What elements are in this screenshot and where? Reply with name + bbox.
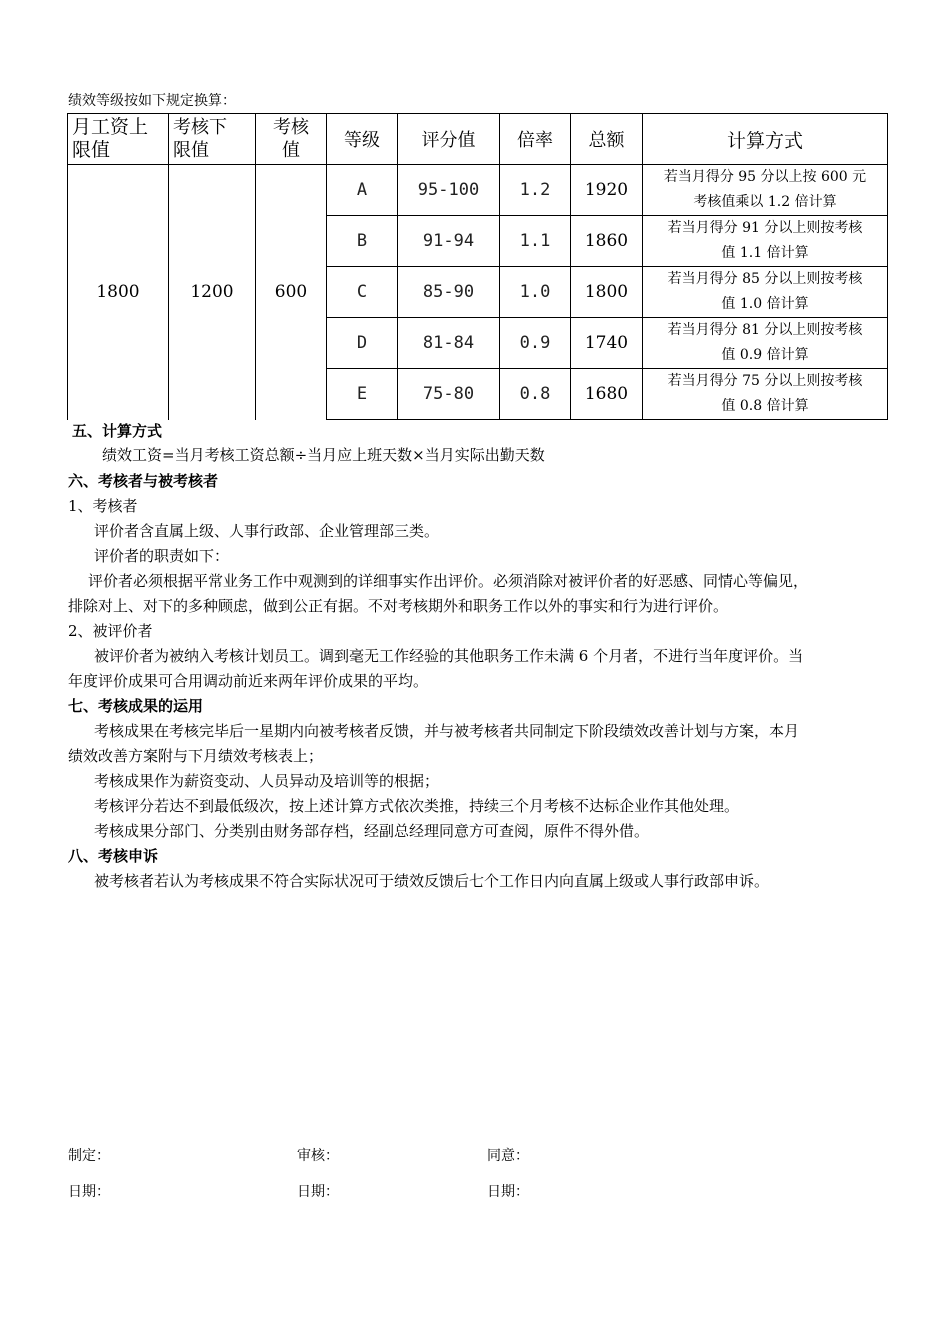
cell-method: 若当月得分 95 分以上按 600 元 考核值乘以 1.2 倍计算 [643,165,888,216]
footer-made-label: 制定： [68,1148,110,1164]
section6-p1: 评价者含直属上级、人事行政部、企业管理部三类。 [94,522,440,540]
section6-p3-line2: 排除对上、对下的多种顾虑，做到公正有据。不对考核期外和职务工作以外的事实和行为进行评价。 [68,597,729,615]
footer-approve-label: 同意： [487,1148,529,1164]
header-multiplier: 倍率 [500,114,571,165]
cell-score: 95-100 [398,165,500,216]
cell-score: 81-84 [398,318,500,369]
cell-multiplier: 0.8 [500,369,571,420]
grade-table [67,113,888,420]
cell-method: 若当月得分 91 分以上则按考核 值 1.1 倍计算 [643,216,888,267]
cell-total: 1860 [571,216,643,267]
cell-multiplier: 1.2 [500,165,571,216]
section6-sub2: 2、被评价者 [68,622,153,640]
cell-total: 1680 [571,369,643,420]
table-header-row [68,114,888,165]
section7-p3: 考核评分若达不到最低级次，按上述计算方式依次类推，持续三个月考核不达标企业作其他处理。 [94,797,740,815]
header-score: 评分值 [398,114,500,165]
section8-title: 八、考核申诉 [68,847,159,865]
cell-score: 85-90 [398,267,500,318]
table-row [68,165,888,216]
cell-assess-value: 600 [256,165,327,420]
footer-review-label: 审核： [297,1148,339,1164]
header-grade: 等级 [327,114,398,165]
section6-p2: 评价者的职责如下： [94,547,230,565]
cell-multiplier: 1.0 [500,267,571,318]
header-total: 总额 [571,114,643,165]
cell-grade: B [327,216,398,267]
section6-title: 六、考核者与被考核者 [68,472,219,490]
section7-title: 七、考核成果的运用 [68,697,204,715]
header-method: 计算方式 [643,114,888,165]
section6-sub1: 1、考核者 [68,497,138,515]
section8-p1: 被考核者若认为考核成果不符合实际状况可于绩效反馈后七个工作日内向直属上级或人事行政部申诉。 [94,872,770,890]
cell-total: 1920 [571,165,643,216]
section7-p2: 考核成果作为薪资变动、人员异动及培训等的根据； [94,772,440,790]
section6-p3-line1: 评价者必须根据平常业务工作中观测到的详细事实作出评价。必须消除对被评价者的好恶感、同情心等偏见， [88,572,809,590]
section7-p4: 考核成果分部门、分类别由财务部存档，经副总经理同意方可查阅，原件不得外借。 [94,822,650,840]
cell-score: 75-80 [398,369,500,420]
cell-multiplier: 0.9 [500,318,571,369]
cell-multiplier: 1.1 [500,216,571,267]
section7-p1-line1: 考核成果在考核完毕后一星期内向被考核者反馈，并与被考核者共同制定下阶段绩效改善计划与方案，本月 [94,722,800,740]
cell-method: 若当月得分 85 分以上则按考核 值 1.0 倍计算 [643,267,888,318]
cell-total: 1740 [571,318,643,369]
footer-date-label: 日期： [297,1184,339,1200]
cell-grade: E [327,369,398,420]
section5-title: 五、计算方式 [72,422,163,440]
section7-p1-line2: 绩效改善方案附与下月绩效考核表上； [68,747,324,765]
cell-score: 91-94 [398,216,500,267]
intro-text: 绩效等级按如下规定换算： [68,93,236,109]
cell-upper-value: 1800 [68,165,169,420]
header-assess-value: 考核 值 [256,114,327,165]
footer-date-label: 日期： [68,1184,110,1200]
footer-date-label: 日期： [487,1184,529,1200]
cell-lower-value: 1200 [169,165,256,420]
cell-method: 若当月得分 75 分以上则按考核 值 0.8 倍计算 [643,369,888,420]
cell-grade: D [327,318,398,369]
section6-p4-line2: 年度评价成果可合用调动前近来两年评价成果的平均。 [68,672,429,690]
cell-grade: A [327,165,398,216]
header-lower-limit: 考核下 限值 [169,114,256,165]
header-monthly-upper: 月工资上 限值 [68,114,169,165]
cell-grade: C [327,267,398,318]
cell-total: 1800 [571,267,643,318]
cell-method: 若当月得分 81 分以上则按考核 值 0.9 倍计算 [643,318,888,369]
section5-formula: 绩效工资=当月考核工资总额÷当月应上班天数×当月实际出勤天数 [102,446,545,464]
section6-p4-line1: 被评价者为被纳入考核计划员工。调到毫无工作经验的其他职务工作未满 6 个月者，不进行当年度评价。当 [94,647,804,665]
